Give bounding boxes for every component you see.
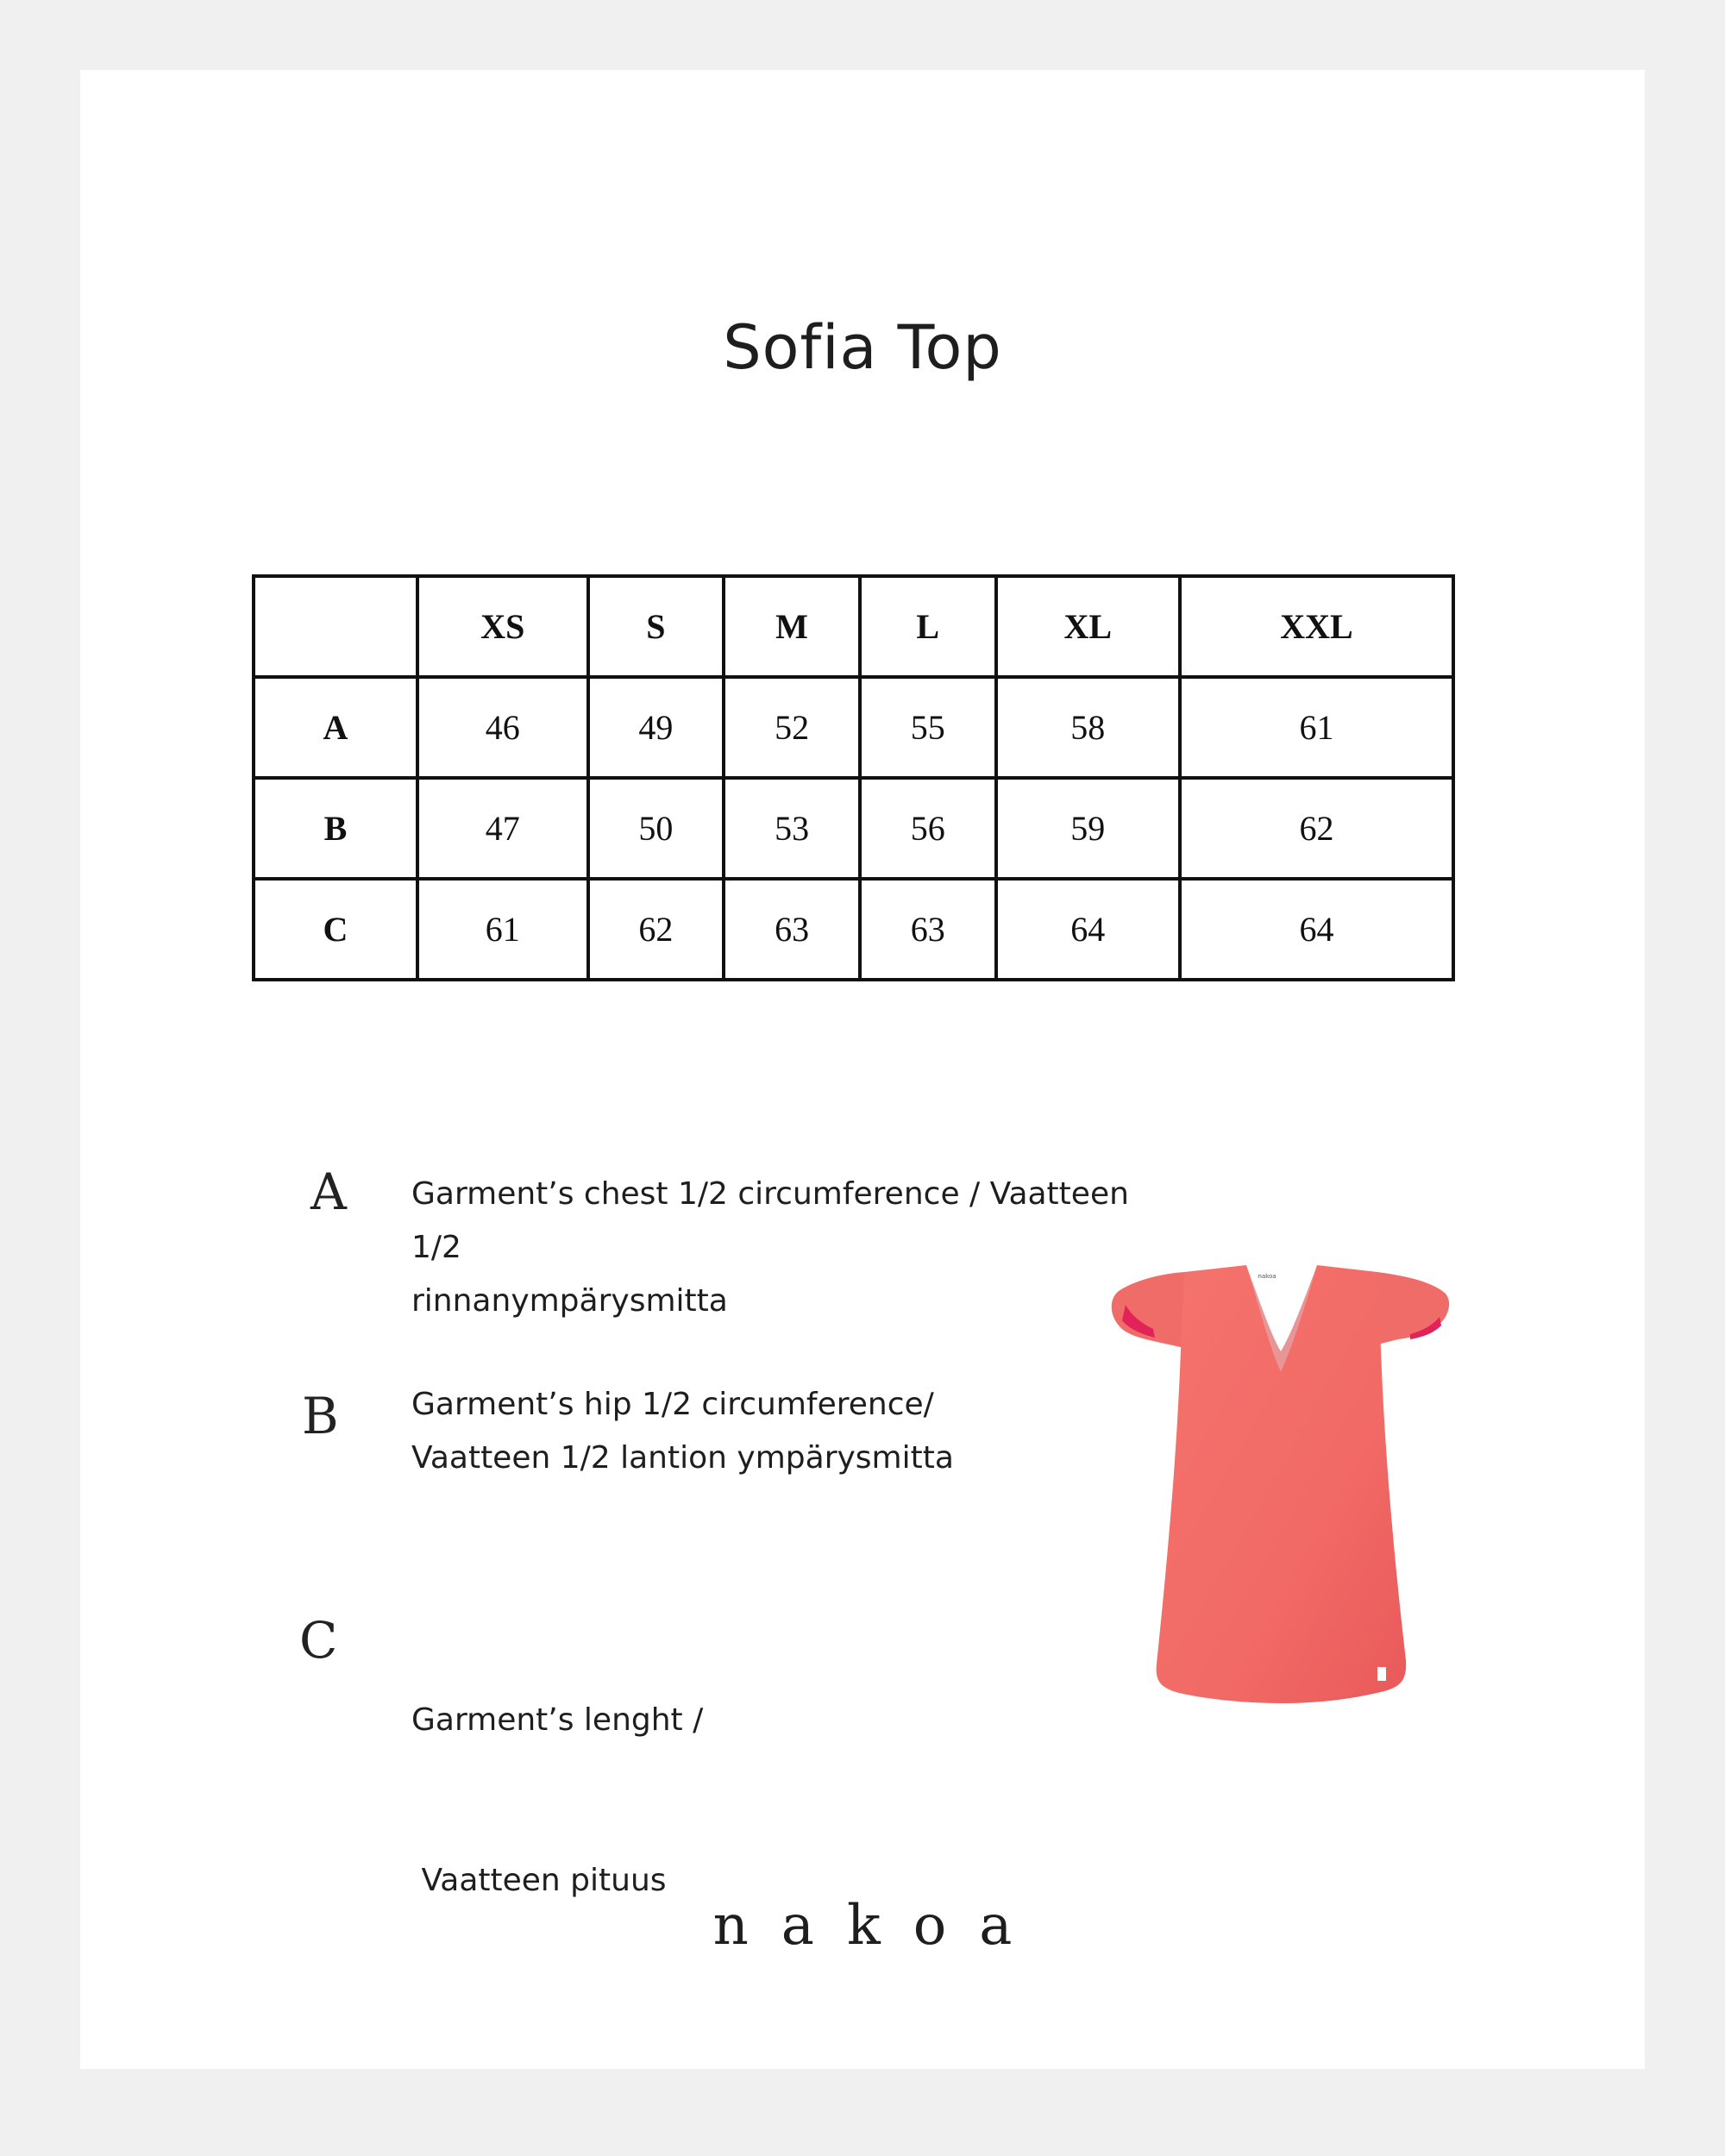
table-header-cell: XS <box>417 576 588 677</box>
legend-description-b <box>411 1378 1188 1485</box>
table-cell: 58 <box>996 677 1180 778</box>
size-table <box>252 574 1455 981</box>
garment-body <box>1157 1265 1406 1703</box>
table-cell: 55 <box>860 677 996 778</box>
table-row <box>254 677 1453 778</box>
legend-description-a <box>411 1168 1188 1328</box>
legend-letter-b: B <box>302 1387 339 1445</box>
legend-line: Vaatteen pituus <box>411 1863 667 1898</box>
table-cell: 50 <box>588 778 724 879</box>
table-cell: 53 <box>724 778 860 879</box>
table-header-cell <box>254 576 417 677</box>
table-cell: 46 <box>417 677 588 778</box>
table-header-cell: M <box>724 576 860 677</box>
table-row <box>254 879 1453 980</box>
left-sleeve <box>1112 1272 1184 1348</box>
table-cell: 49 <box>588 677 724 778</box>
table-header-cell: L <box>860 576 996 677</box>
table-cell: 64 <box>996 879 1180 980</box>
table-cell: 64 <box>1180 879 1453 980</box>
table-cell: 56 <box>860 778 996 879</box>
brand-logo: nakoa <box>712 1894 1045 1958</box>
table-header-row <box>254 576 1453 677</box>
table-row <box>254 778 1453 879</box>
garment-image <box>1100 1255 1462 1703</box>
table-cell: 63 <box>724 879 860 980</box>
table-cell: 62 <box>1180 778 1453 879</box>
table-cell: 62 <box>588 879 724 980</box>
table-cell: 47 <box>417 778 588 879</box>
legend-line: Garment’s lenght / <box>411 1702 704 1738</box>
table-cell: 59 <box>996 778 1180 879</box>
table-header-cell: XXL <box>1180 576 1453 677</box>
table-row-label: C <box>254 879 417 980</box>
legend-line: Vaatteen 1/2 lantion ympärysmitta <box>411 1440 954 1476</box>
table-header-cell: S <box>588 576 724 677</box>
table-row-label: B <box>254 778 417 879</box>
page-title: Sofia Top <box>723 312 1002 383</box>
legend-letter-a: A <box>310 1163 347 1221</box>
table-cell: 61 <box>1180 677 1453 778</box>
table-header-cell: XL <box>996 576 1180 677</box>
table-cell: 52 <box>724 677 860 778</box>
neck-label-text: nakoa <box>1258 1273 1276 1280</box>
legend-line: Garment’s hip 1/2 circumference/ <box>411 1387 934 1422</box>
legend-letter-c: C <box>299 1611 338 1670</box>
table-cell: 61 <box>417 879 588 980</box>
legend-line: rinnanympärysmitta <box>411 1283 728 1319</box>
table-cell: 63 <box>860 879 996 980</box>
table-row-label: A <box>254 677 417 778</box>
hem-tag <box>1377 1667 1386 1681</box>
legend-line: Garment’s chest 1/2 circumference / Vaatteen 1/2 <box>411 1176 1129 1265</box>
